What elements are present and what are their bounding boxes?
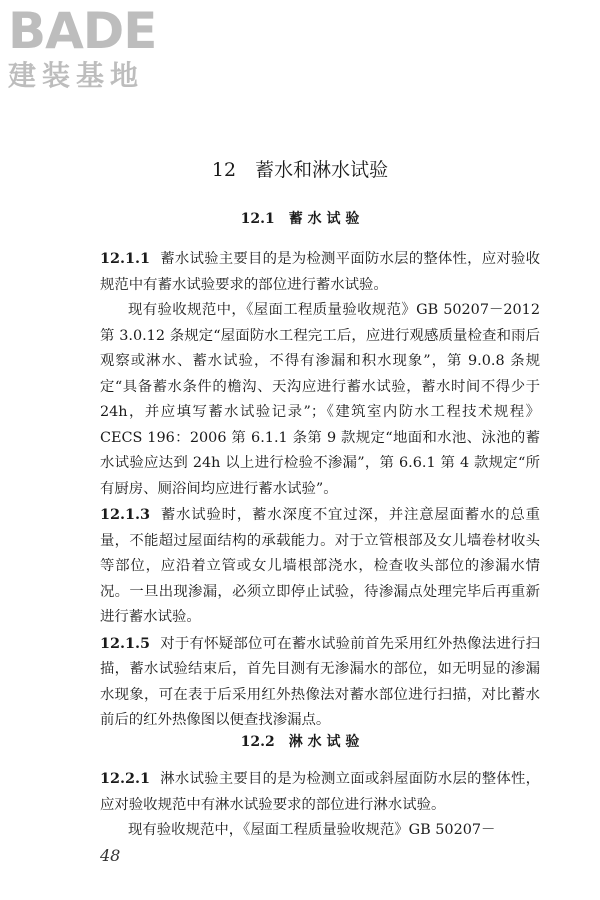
paragraph-text: 对于有怀疑部位可在蓄水试验前首先采用红外热像法进行扫描，蓄水试验结束后，首先目测有无渗漏水的部位，如无明显的渗漏水现象，可在表于后采用红外热像法对蓄水部位进行扫描，对比蓄水前后的红外热像图以便查找渗漏点。 bbox=[100, 635, 540, 728]
paragraph-12-1-5 bbox=[100, 631, 540, 734]
logo-latin-text: BADE bbox=[8, 2, 157, 60]
paragraph-12-1-3 bbox=[100, 502, 540, 631]
section-body-12-2 bbox=[100, 766, 540, 844]
clause-number: 12.2.1 bbox=[100, 770, 151, 787]
page-number: 48 bbox=[100, 846, 121, 865]
paragraph-12-2-1-note bbox=[100, 818, 540, 844]
paragraph-text: 现有验收规范中，《屋面工程质量验收规范》GB 50207－2012 第 3.0.12 条规定“屋面防水工程完工后，应进行观感质量检查和雨后观察或淋水、蓄水试验，不得有渗漏和积水现象”，第 9.0.8 条规定“具备蓄水条件的檐沟、天沟应进行蓄水试验，蓄水时间不得少于 24h，并应填写蓄水试验记录”；《建筑室内防水工程技术规程》CECS 196：2006 第 6.1.1 条第 9 款规定“地面和水池、泳池的蓄水试验应达到 24h 以上进行检验不渗漏”，第 6.6.1 第 4 款规定“所有厨房、厕浴间均应进行蓄水试验”。 bbox=[100, 302, 540, 497]
paragraph-12-1-1 bbox=[100, 246, 540, 298]
section-title-12-1: 12.1 蓄 水 试 验 bbox=[240, 211, 360, 227]
paragraph-text: 现有验收规范中，《屋面工程质量验收规范》GB 50207－ bbox=[128, 822, 496, 838]
paragraph-12-1-1-note bbox=[100, 298, 540, 502]
section-title-12-2: 12.2 淋 水 试 验 bbox=[240, 734, 360, 750]
clause-number: 12.1.5 bbox=[100, 634, 151, 652]
watermark-logo bbox=[8, 4, 183, 92]
paragraph-text: 蓄水试验时，蓄水深度不宜过深，并注意屋面蓄水的总重量，不能超过屋面结构的承载能力。对于立管根部及女儿墙卷材收头等部位，应沿着立管或女儿墙根部浇水，检查收头部位的渗漏水情况。一旦出现渗漏，必须立即停止试验，待渗漏点处理完毕后再重新进行蓄水试验。 bbox=[100, 507, 540, 625]
section-body-12-1 bbox=[100, 246, 540, 734]
clause-number: 12.1.1 bbox=[100, 250, 151, 267]
paragraph-text: 淋水试验主要目的是为检测立面或斜屋面防水层的整体性，应对验收规范中有淋水试验要求的部位进行淋水试验。 bbox=[100, 771, 540, 813]
paragraph-12-2-1 bbox=[100, 766, 540, 818]
logo-cjk-text: 建装基地 bbox=[8, 59, 145, 92]
chapter-title: 12 蓄水和淋水试验 bbox=[211, 159, 389, 181]
clause-number: 12.1.3 bbox=[100, 506, 151, 523]
paragraph-text: 蓄水试验主要目的是为检测平面防水层的整体性，应对验收规范中有蓄水试验要求的部位进行蓄水试验。 bbox=[100, 251, 540, 293]
